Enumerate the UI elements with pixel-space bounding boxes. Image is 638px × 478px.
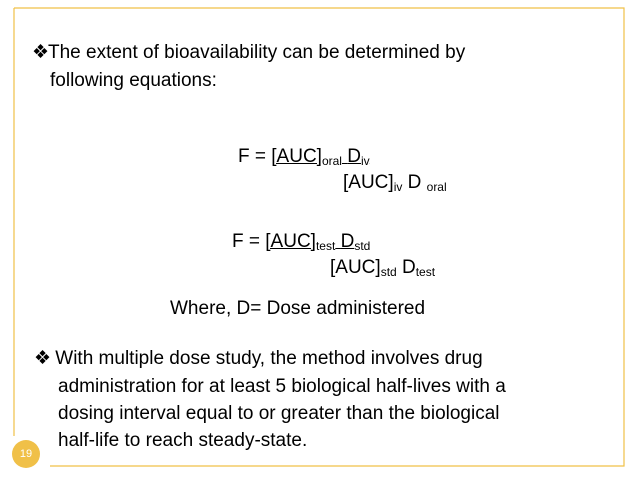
- bullet-1-line-2: following equations:: [50, 70, 217, 91]
- bullet-2-line-2: administration for at least 5 biological half-lives with a: [58, 376, 506, 397]
- bullet-2-line-4: half-life to reach steady-state.: [58, 430, 308, 451]
- page-number-badge: 19: [12, 440, 40, 468]
- equation-1-numerator: $F = [AUC]_{oral}$ $D_{iv}$: [238, 146, 370, 168]
- bullet-1-line-1: ❖The extent of bioavailability can be determined by: [32, 42, 466, 63]
- equation-1-denominator: $[AUC]_{iv}$ D $_{oral}$: [343, 172, 447, 194]
- bullet-2-line-1: ❖ With multiple dose study, the method involves drug: [34, 348, 483, 369]
- equation-2-denominator: $[AUC]_{std}$ $D_{test}$: [330, 257, 436, 279]
- bullet-2-line-3: dosing interval equal to or greater than the biological: [58, 403, 500, 424]
- where-text: Where, D= Dose administered: [170, 298, 426, 319]
- equation-2-numerator: $F = [AUC]_{test}$ $D_{std}$: [232, 231, 371, 253]
- diamond-bullet-icon: ❖: [32, 42, 50, 63]
- diamond-bullet-icon: ❖: [34, 348, 52, 369]
